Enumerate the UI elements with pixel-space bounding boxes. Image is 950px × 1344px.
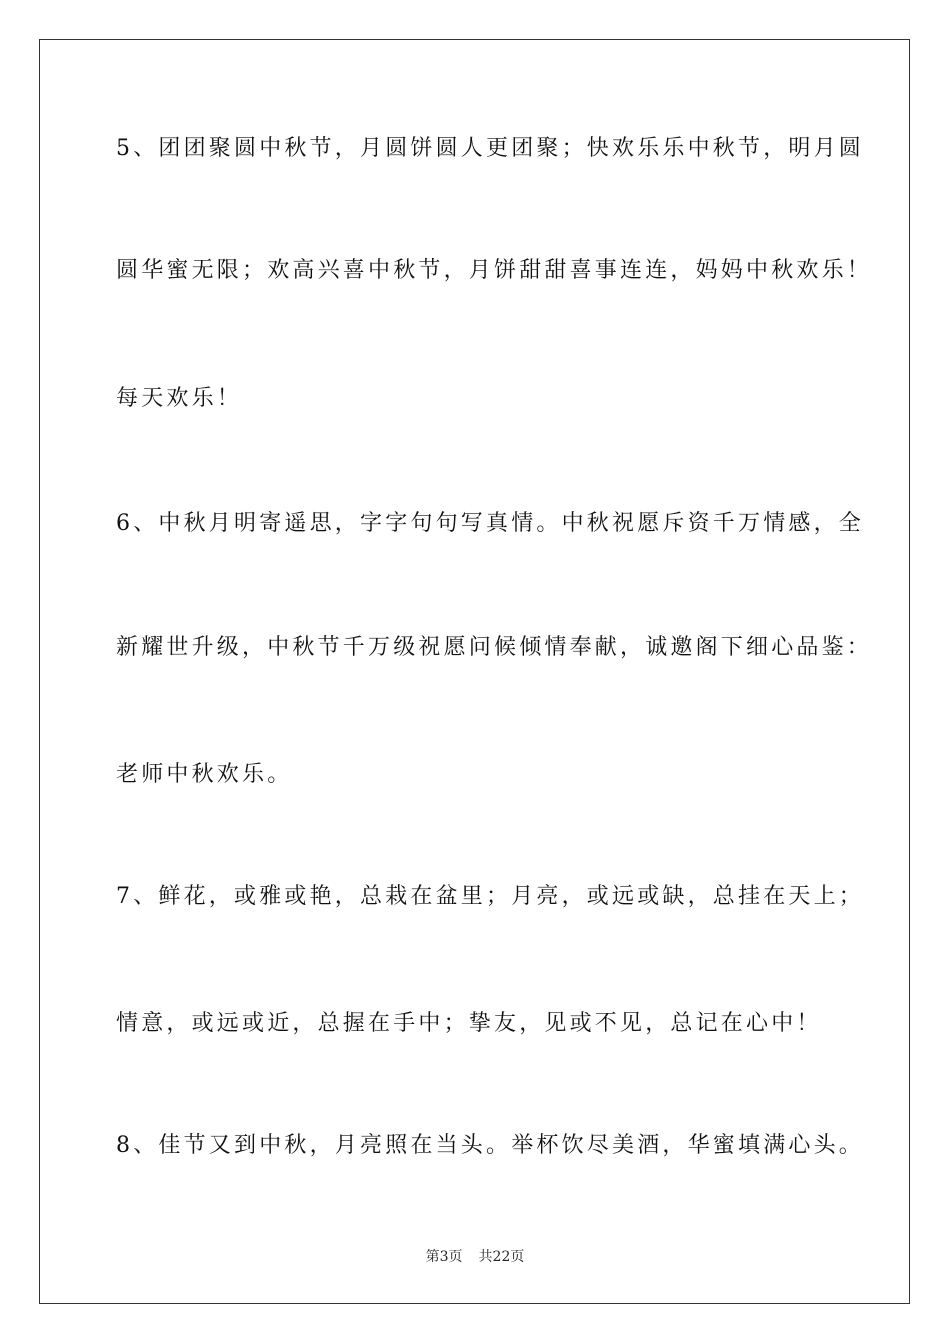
page-number: 第3页 xyxy=(425,1249,463,1265)
page-footer xyxy=(0,1246,950,1266)
text-line: 圆华蜜无限；欢高兴喜中秋节，月饼甜甜喜事连连，妈妈中秋欢乐！ xyxy=(116,258,873,283)
text-line: 8、佳节又到中秋，月亮照在当头。举杯饮尽美酒，华蜜填满心头。 xyxy=(116,1133,864,1158)
text-line: 5、团团聚圆中秋节，月圆饼圆人更团聚；快欢乐乐中秋节，明月圆 xyxy=(116,136,864,161)
text-line: 每天欢乐！ xyxy=(116,386,243,411)
page-total: 共22页 xyxy=(478,1249,525,1265)
text-line: 7、鲜花，或雅或艳，总栽在盆里；月亮，或远或缺，总挂在天上； xyxy=(116,884,864,909)
text-line: 新耀世升级，中秋节千万级祝愿问候倾情奉献，诚邀阁下细心品鉴： xyxy=(116,635,873,660)
text-line: 6、中秋月明寄遥思，字字句句写真情。中秋祝愿斥资千万情感，全 xyxy=(116,511,864,536)
text-line: 情意，或远或近，总握在手中；挚友，见或不见，总记在心中！ xyxy=(116,1011,822,1036)
page-frame xyxy=(39,39,910,1304)
text-line: 老师中秋欢乐。 xyxy=(116,762,293,787)
